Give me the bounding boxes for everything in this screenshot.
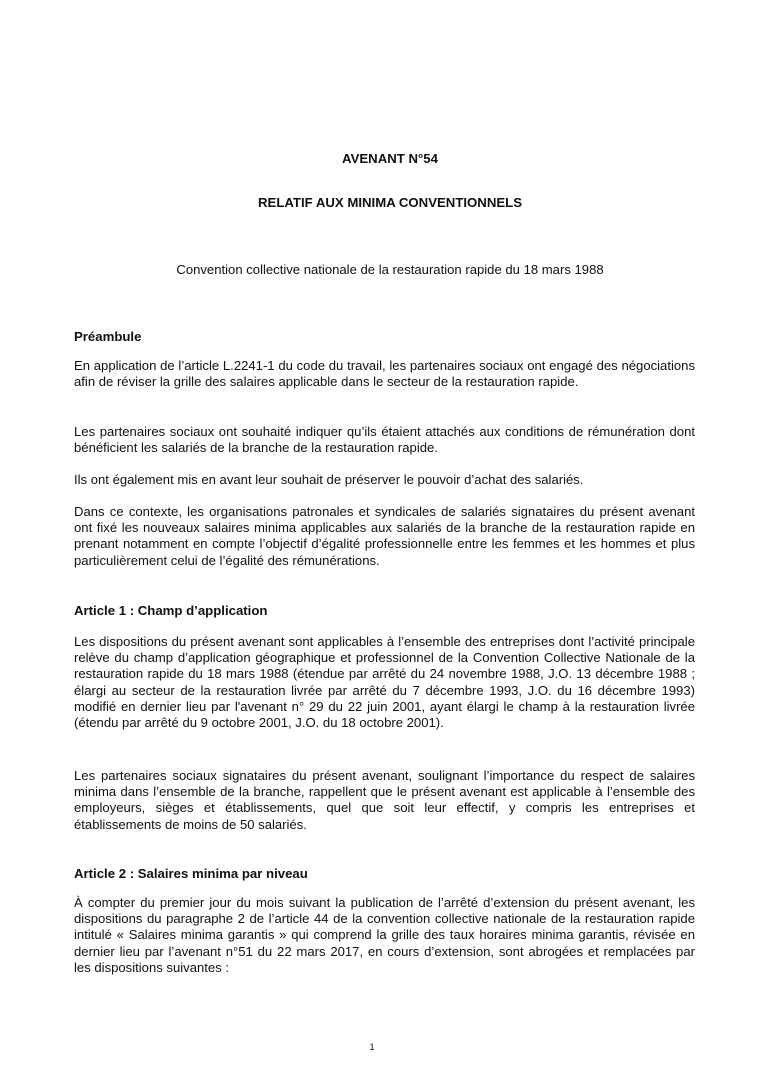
preambule-paragraph-3: Ils ont également mis en avant leur souhait de préserver le pouvoir d’achat des salariés. xyxy=(74,472,584,487)
article-2-heading: Article 2 : Salaires minima par niveau xyxy=(74,866,308,881)
preambule-heading: Préambule xyxy=(74,329,142,344)
article-1-paragraph-1: Les dispositions du présent avenant sont applicables à l’ensemble des entreprises dont l’activité principale relève du champ d’application géographique et professionnel de la Convention Collective Nationale de la restauration rapide du 18 mars 1988 (étendue par arrêté du 24 novembre 1988, J.O. 13 décembre 1988 ; élargi au secteur de la restauration livrée par arrêté du 7 décembre 1993, J.O. du 16 décembre 1993) modifié en dernier lieu par l'avenant n° 29 du 22 juin 2001, ayant élargi le champ à la restauration livrée (étendu par arrêté du 9 octobre 2001, J.O. du 18 octobre 2001). xyxy=(74,634,695,731)
page-number: 1 xyxy=(369,1042,375,1052)
article-1-heading: Article 1 : Champ d’application xyxy=(74,603,268,618)
article-1-paragraph-2: Les partenaires sociaux signataires du présent avenant, soulignant l’importance du respect de salaires minima dans l’ensemble de la branche, rappellent que le présent avenant est applicable à l’ensemble des employeurs, sièges et établissements, quel que soit leur effectif, y compris les entreprises et établissements de moins de 50 salariés. xyxy=(74,768,695,832)
preambule-paragraph-2: Les partenaires sociaux ont souhaité indiquer qu’ils étaient attachés aux conditions de rémunération dont bénéficient les salariés de la branche de la restauration rapide. xyxy=(74,424,695,456)
preambule-paragraph-1: En application de l’article L.2241-1 du code du travail, les partenaires sociaux ont engagé des négociations afin de réviser la grille des salaires applicable dans le secteur de la restauration rapide. xyxy=(74,358,695,390)
article-2-paragraph-1: À compter du premier jour du mois suivant la publication de l’arrêté d’extension du présent avenant, les dispositions du paragraphe 2 de l’article 44 de la convention collective nationale de la restauration rapide intitulé « Salaires minima garantis » qui comprend la grille des taux horaires minima garantis, révisée en dernier lieu par l’avenant n°51 du 22 mars 2017, en cours d’extension, sont abrogées et remplacées par les dispositions suivantes : xyxy=(74,895,695,975)
convention-reference: Convention collective nationale de la restauration rapide du 18 mars 1988 xyxy=(176,262,604,277)
document-title: AVENANT N°54 xyxy=(342,151,438,166)
preambule-paragraph-4: Dans ce contexte, les organisations patronales et syndicales de salariés signataires du présent avenant ont fixé les nouveaux salaires minima applicables aux salariés de la branche de la restauration rapide en prenant notamment en compte l’objectif d’égalité professionnelle entre les femmes et les hommes et plus particulièrement celui de l’égalité des rémunérations. xyxy=(74,504,695,568)
document-subtitle: RELATIF AUX MINIMA CONVENTIONNELS xyxy=(258,195,522,210)
